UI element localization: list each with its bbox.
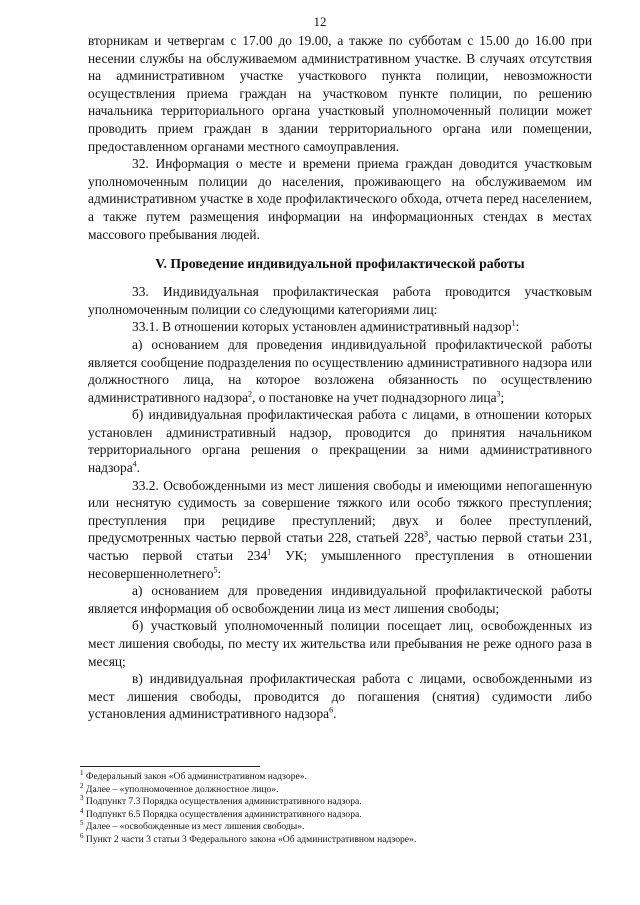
paragraph-33-2 [88, 477, 592, 583]
footnote-number: 1 [80, 768, 84, 777]
paragraph-33-1-tail: : [515, 319, 520, 335]
paragraph-31-continuation: вторникам и четвергам с 17.00 до 19.00, а также по субботам с 15.00 до 16.00 при несении службы на обслуживаемом административном участке. В случаях отсутствия на административном участке участкового пункта полиции, невозможности осуществления приема граждан на участковом пункте полиции, по решению начальника территориального органа участковый уполномоченный полиции может проводить прием граждан в здании территориального органа или помещении, предоставленном органами местного самоуправления. [88, 33, 592, 154]
paragraph-33-1-a-text-2: , о постановке на учет поднадзорного лица [252, 389, 497, 405]
document-body [88, 32, 592, 723]
footnote-6 [80, 831, 592, 847]
footnote-ref-6: 6 [329, 705, 334, 715]
footnote-text: Далее – «уполномоченное должностное лицо». [83, 783, 279, 795]
footnote-number: 4 [80, 806, 84, 815]
footnote-number: 6 [80, 831, 84, 840]
footnote-ref-5: 5 [213, 565, 218, 575]
footnote-text: Федеральный закон «Об административном надзоре». [83, 771, 307, 782]
footnote-number: 2 [80, 781, 84, 790]
footnote-text: Подпункт 6.5 Порядка осуществления административного надзора. [83, 808, 362, 820]
paragraph-33-1 [88, 318, 592, 336]
paragraph-33-1-text: 33.1. В отношении которых установлен административный надзор [132, 319, 512, 335]
footnote-2 [80, 781, 592, 797]
paragraph-33-2-text-3: УК; умышленного преступления в отношении несовершеннолетнего [88, 548, 592, 581]
paragraph-33-1-b-tail: . [136, 460, 140, 476]
footnote-ref-4: 4 [132, 459, 137, 469]
footnote-ref-1: 1 [511, 318, 516, 328]
paragraph-33-2-a: а) основанием для проведения индивидуальной профилактической работы является информация об освобождении лица из мест лишения свободы; [88, 583, 592, 616]
page-number: 12 [313, 14, 327, 29]
paragraph-33-1-a-text-1: а) основанием для проведения индивидуальной профилактической работы является сообщение подразделения по осуществлению административного надзора или должностного лица, на которое возложена обязанность по осуществлению административного надзора [88, 336, 592, 405]
paragraph-33-2-c-text: в) индивидуальная профилактическая работа с лицами, освобожденными из мест лишения свободы, проводится до погашения (снятия) судимости либо установления административного надзора [88, 671, 592, 722]
section-heading: V. Проведение индивидуальной профилактической работы [155, 256, 525, 272]
paragraph-33-1-a-tail: ; [500, 389, 505, 405]
paragraph-33-1-b-text: б) индивидуальная профилактическая работа с лицами, в отношении которых установлен административный надзор, проводится до принятия начальником территориального органа решения о прекращении за ними административного надзора [88, 407, 592, 476]
footnote-text: Далее – «освобожденные из мест лишения свободы». [83, 821, 305, 833]
paragraph-33-1-a [88, 336, 592, 406]
footnote-ref-2: 2 [248, 389, 253, 399]
article-superscript-228: 3 [424, 529, 429, 539]
footnote-3 [80, 796, 592, 809]
paragraph-33-1-b [88, 406, 592, 476]
paragraph-33: 33. Индивидуальная профилактическая работа проводится участковым уполномоченным полиции со следующими категориями лиц: [88, 284, 592, 317]
paragraph-33-2-c [88, 670, 592, 723]
footnote-ref-3: 3 [496, 389, 501, 399]
paragraph-33-2-text-2: , частью первой статьи 231, частью первой статьи 234 [88, 530, 592, 564]
paragraph-33-2-tail: : [217, 565, 222, 581]
paragraph-33-2-c-tail: . [333, 706, 337, 722]
article-superscript-234: 1 [267, 547, 272, 557]
footnote-4 [80, 806, 592, 822]
footnote-text: Пункт 2 части 3 статьи 3 Федерального закона «Об административном надзоре». [83, 833, 417, 845]
footnote-1 [80, 768, 592, 784]
paragraph-33-2-text-1: 33.2. Освобожденными из мест лишения свободы и имеющими непогашенную или неснятую судимость за совершение тяжкого или особо тяжкого преступления; преступления при рецидиве преступлений; двух и более преступлений, предусмотренных частью первой статьи 228, статьей 228 [88, 477, 592, 546]
paragraph-32: 32. Информация о месте и времени приема граждан доводится участковым уполномоченным полиции до населения, проживающего на обслуживаемом им административном участке в ходе профилактического обхода, отчета перед населением, а также путем размещения информации на информационных стендах в местах массового пребывания людей. [88, 156, 592, 242]
footnote-number: 5 [80, 819, 84, 828]
footnote-5 [80, 821, 592, 834]
paragraph-33-2-b: б) участковый уполномоченный полиции посещает лиц, освобожденных из мест лишения свободы, по месту их жительства или пребывания не реже одного раза в месяц; [88, 618, 592, 669]
footnote-separator [80, 766, 260, 767]
footnote-text: Подпункт 7.3 Порядка осуществления административного надзора. [83, 796, 362, 808]
footnotes [80, 766, 592, 847]
footnote-number: 3 [80, 794, 84, 802]
